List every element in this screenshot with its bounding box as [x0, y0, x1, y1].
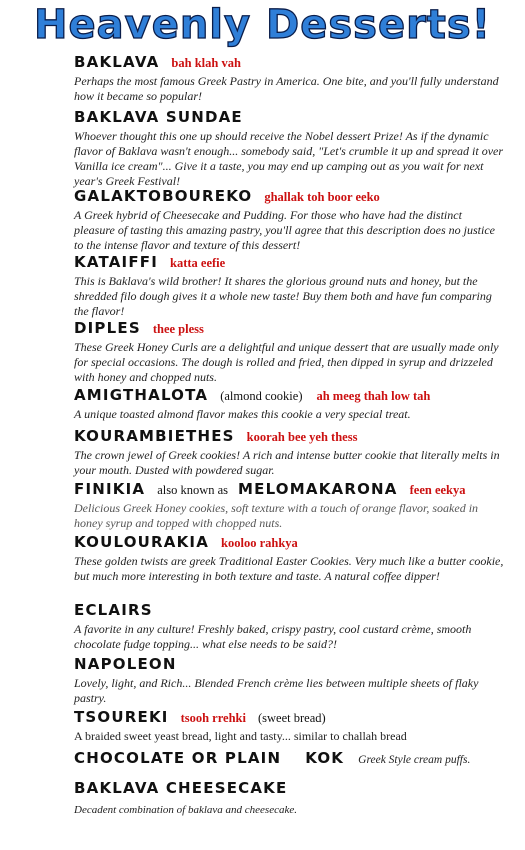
dessert-eclairs — [74, 600, 504, 652]
dessert-description: A favorite in any culture! Freshly baked, crispy pastry, cool custard crème, smooth chocolate fudge topping... what else needs to be said?! — [74, 622, 472, 651]
dessert-description: Whoever thought this one up should receive the Nobel dessert Prize! As if the dynamic flavor of Baklava wasn't enough... somebody said, "Let's crumble it up and spread it over Vanilla ice cream"... Give it a taste, you may end up camping out as you wait for next year's Greek Festival! — [74, 129, 504, 188]
dessert-pronunciation: feen eekya — [409, 483, 466, 497]
dessert-finikia — [74, 479, 504, 531]
dessert-name: KOURAMBIETHES — [74, 427, 235, 445]
dessert-name: FINIKIA — [74, 480, 146, 498]
dessert-pronunciation: katta eefie — [170, 256, 226, 270]
dessert-description: The crown jewel of Greek cookies! A rich and intense butter cookie that literally melts in your mouth. Dusted with powdered sugar. — [74, 448, 500, 477]
dessert-baklava-cheesecake — [74, 778, 504, 818]
dessert-pronunciation: koorah bee yeh thess — [246, 430, 358, 444]
dessert-description: A braided sweet yeast bread, light and tasty... similar to challah bread — [74, 729, 407, 743]
dessert-tsoureki — [74, 707, 504, 744]
dessert-description: A unique toasted almond flavor makes this cookie a very special treat. — [74, 407, 411, 421]
dessert-name: KATAIFFI — [74, 253, 158, 271]
dessert-name: TSOUREKI — [74, 708, 169, 726]
dessert-pronunciation: tsooh rrehki — [180, 711, 246, 725]
dessert-pronunciation: bah klah vah — [171, 56, 241, 70]
dessert-description: A Greek hybrid of Cheesecake and Pudding. For those who have had the distinct pleasure of tasting this amazing pastry, you'll agree that this description does no justice to the intense flavor and texture of this dessert! — [74, 208, 495, 252]
dessert-alt-name: MELOMAKARONA — [238, 480, 398, 498]
dessert-pronunciation: ah meeg thah low tah — [316, 389, 431, 403]
dessert-name: KOULOURAKIA — [74, 533, 210, 551]
dessert-kok — [74, 748, 504, 770]
dessert-koulourakia — [74, 532, 504, 584]
dessert-description: These Greek Honey Curls are a delightful and unique dessert that are usually made only for special occasions. The dough is rolled and fried, then dipped in syrup and drizzeled with honey and chopped nuts. — [74, 340, 499, 384]
dessert-name: GALAKTOBOUREKO — [74, 187, 253, 205]
dessert-name: BAKLAVA SUNDAE — [74, 108, 243, 126]
dessert-aka: also known as — [157, 483, 229, 497]
dessert-name: AMIGTHALOTA — [74, 386, 209, 404]
dessert-pronunciation: kooloo rahkya — [221, 536, 298, 550]
dessert-baklava — [74, 52, 504, 104]
dessert-galaktoboureko — [74, 186, 504, 253]
dessert-description: Perhaps the most famous Greek Pastry in America. One bite, and you'll fully understand how it became so popular! — [74, 74, 499, 103]
dessert-name: NAPOLEON — [74, 655, 177, 673]
dessert-name: BAKLAVA — [74, 53, 160, 71]
dessert-alt-name: KOK — [305, 749, 345, 767]
dessert-description: Decadent combination of baklava and cheesecake. — [74, 804, 297, 816]
dessert-note: (almond cookie) — [220, 389, 303, 403]
dessert-name: DIPLES — [74, 319, 141, 337]
dessert-name: BAKLAVA CHEESECAKE — [74, 779, 288, 797]
dessert-kourambiethes — [74, 426, 504, 478]
dessert-description: Lovely, light, and Rich... Blended French crème lies between multiple sheets of flaky pastry. — [74, 676, 479, 705]
dessert-description: This is Baklava's wild brother! It shares the glorious ground nuts and honey, but the shredded filo dough gives it a whole new taste! Buy them both and have fun comparing the flavor! — [74, 274, 492, 318]
dessert-pronunciation: ghallak toh boor eeko — [264, 190, 380, 204]
dessert-baklava-sundae — [74, 107, 504, 189]
dessert-name: ECLAIRS — [74, 601, 153, 619]
dessert-description: Greek Style cream puffs. — [358, 754, 471, 766]
dessert-diples — [74, 318, 504, 385]
dessert-name: CHOCOLATE OR PLAIN — [74, 749, 282, 767]
page-title: Heavenly Desserts! — [34, 2, 491, 48]
dessert-amigthalota — [74, 385, 504, 422]
dessert-pronunciation: thee pless — [152, 322, 204, 336]
dessert-description: These golden twists are greek Traditional Easter Cookies. Very much like a butter cookie, but much more interesting in both texture and taste. A natural coffee dipper! — [74, 554, 504, 583]
dessert-note: (sweet bread) — [257, 711, 326, 725]
dessert-kataiffi — [74, 252, 504, 319]
dessert-description: Delicious Greek Honey cookies, soft texture with a touch of orange flavor, soaked in honey syrup and topped with chopped nuts. — [74, 501, 479, 530]
dessert-napoleon — [74, 654, 504, 706]
